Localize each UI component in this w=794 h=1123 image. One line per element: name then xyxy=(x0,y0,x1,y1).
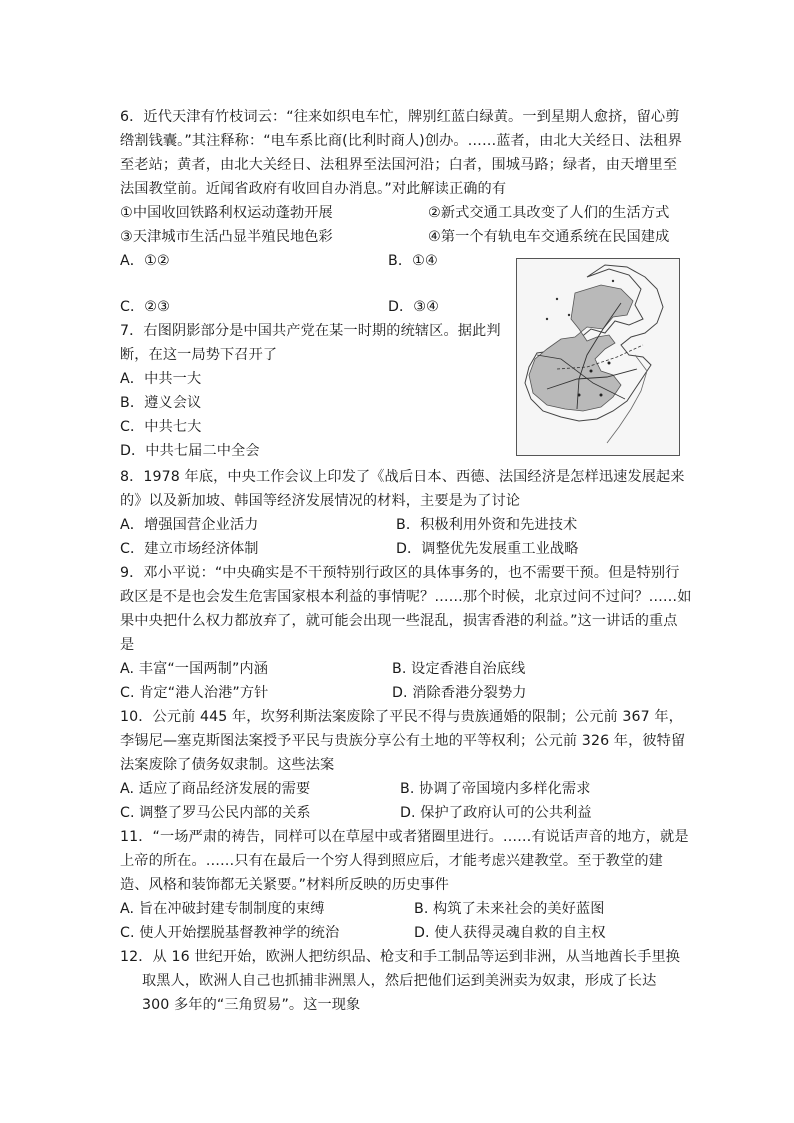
q7-option-d: D．中共七届二中全会 xyxy=(120,443,260,459)
q6-item-1: ①中国收回铁路利权运动蓬勃开展 xyxy=(120,205,333,221)
q6-item-4: ④第一个有轨电车交通系统在民国建成 xyxy=(428,229,670,245)
q10-stem-line-1: 10．公元前 445 年，坎努利斯法案废除了平民不得与贵族通婚的限制；公元前 367 年， xyxy=(120,709,683,725)
q8-option-c: C．建立市场经济体制 xyxy=(120,541,259,557)
q10-option-d: D. 保护了政府认可的公共利益 xyxy=(400,805,592,821)
china-map-image xyxy=(517,259,679,455)
map-figure xyxy=(516,258,680,456)
q8-option-b: B．积极利用外资和先进技术 xyxy=(396,517,578,533)
q12-stem-line-3: 300 多年的“三角贸易”。这一现象 xyxy=(142,997,361,1013)
q7-option-b: B．遵义会议 xyxy=(120,395,202,411)
q12-stem-line-1: 12．从 16 世纪开始，欧洲人把纺织品、枪支和手工制品等运到非洲，从当地酋长手里换 xyxy=(120,949,681,965)
q6-item-2: ②新式交通工具改变了人们的生活方式 xyxy=(428,205,670,221)
q7-stem-line-1: 7．右图阴影部分是中国共产党在某一时期的统辖区。据此判 xyxy=(120,323,501,339)
q10-option-c: C. 调整了罗马公民内部的关系 xyxy=(120,805,311,821)
q9-stem-line-4: 是 xyxy=(120,637,135,653)
q8-option-d: D．调整优先发展重工业战略 xyxy=(396,541,579,557)
q6-item-3: ③天津城市生活凸显半殖民地色彩 xyxy=(120,229,333,245)
q8-option-a: A．增强国营企业活力 xyxy=(120,517,259,533)
q7-option-a: A．中共一大 xyxy=(120,371,202,387)
q11-stem-line-3: 造、风格和装饰都无关紧要。”材料所反映的历史事件 xyxy=(120,877,449,893)
q12-stem-line-2: 取黑人，欧洲人自己也抓捕非洲黑人，然后把他们运到美洲卖为奴隶，形成了长达 xyxy=(142,973,657,989)
q9-stem-line-2: 政区是不是也会发生危害国家根本利益的事情呢？……那个时候，北京过问不过问？……如 xyxy=(120,589,692,605)
q9-stem-line-1: 9．邓小平说：“中央确实是不干预特别行政区的具体事务的，也不需要干预。但是特别行 xyxy=(120,565,680,581)
q7-option-c: C．中共七大 xyxy=(120,419,202,435)
q6-stem-line-1: 6．近代天津有竹枝词云：“往来如织电车忙，牌别红蓝白绿黄。一到星期人愈挤，留心剪 xyxy=(120,109,680,125)
q10-stem-line-2: 李锡尼—塞克斯图法案授予平民与贵族分享公有土地的平等权利；公元前 326 年，彼特留 xyxy=(120,733,686,749)
q9-option-c: C. 肯定“港人治港”方针 xyxy=(120,685,269,701)
q10-option-b: B. 协调了帝国境内多样化需求 xyxy=(400,781,591,797)
q11-option-c: C. 使人开始摆脱基督教神学的统治 xyxy=(120,925,340,941)
q9-option-d: D. 消除香港分裂势力 xyxy=(392,685,527,701)
q8-stem-line-2: 的》以及新加坡、韩国等经济发展情况的材料，主要是为了讨论 xyxy=(120,493,521,509)
q6-stem-line-4: 法国教堂前。近闻省政府有收回自办消息。”对此解读正确的有 xyxy=(120,181,507,197)
q6-stem-line-3: 至老站；黄者，由北大关经日、法租界至法国河沿；白者，围城马路；绿者，由天增里至 xyxy=(120,157,678,173)
q7-stem-line-2: 断，在这一局势下召开了 xyxy=(120,347,278,363)
q9-option-b: B. 设定香港自治底线 xyxy=(392,661,526,677)
q6-option-c: C．②③ xyxy=(120,299,170,315)
q8-stem-line-1: 8．1978 年底，中央工作会议上印发了《战后日本、西德、法国经济是怎样迅速发展起来 xyxy=(120,469,685,485)
q11-option-b: B. 构筑了未来社会的美好蓝图 xyxy=(414,901,605,917)
q11-stem-line-1: 11．“一场严肃的祷告，同样可以在草屋中或者猪圈里进行。……有说话声音的地方，就是 xyxy=(120,829,689,845)
q9-option-a: A. 丰富“一国两制”内涵 xyxy=(120,661,268,677)
q9-stem-line-3: 果中央把什么权力都放弃了，就可能会出现一些混乱，损害香港的利益。”这一讲话的重点 xyxy=(120,613,678,629)
q11-stem-line-2: 上帝的所在。……只有在最后一个穷人得到照应后，才能考虑兴建教堂。至于教堂的建 xyxy=(120,853,663,869)
q10-option-a: A. 适应了商品经济发展的需要 xyxy=(120,781,311,797)
q11-option-a: A. 旨在冲破封建专制制度的束缚 xyxy=(120,901,325,917)
q6-option-d: D．③④ xyxy=(388,299,439,315)
q6-stem-line-2: 绺割钱囊。”其注释称：“电车系比商(比利时商人)创办。……蓝者，由北大关经日、法租界 xyxy=(120,133,682,149)
q10-stem-line-3: 法案废除了债务奴隶制。这些法案 xyxy=(120,757,335,773)
q11-option-d: D. 使人获得灵魂自救的自主权 xyxy=(414,925,606,941)
q6-option-b: B．①④ xyxy=(388,253,438,269)
q6-option-a: A．①② xyxy=(120,253,170,269)
